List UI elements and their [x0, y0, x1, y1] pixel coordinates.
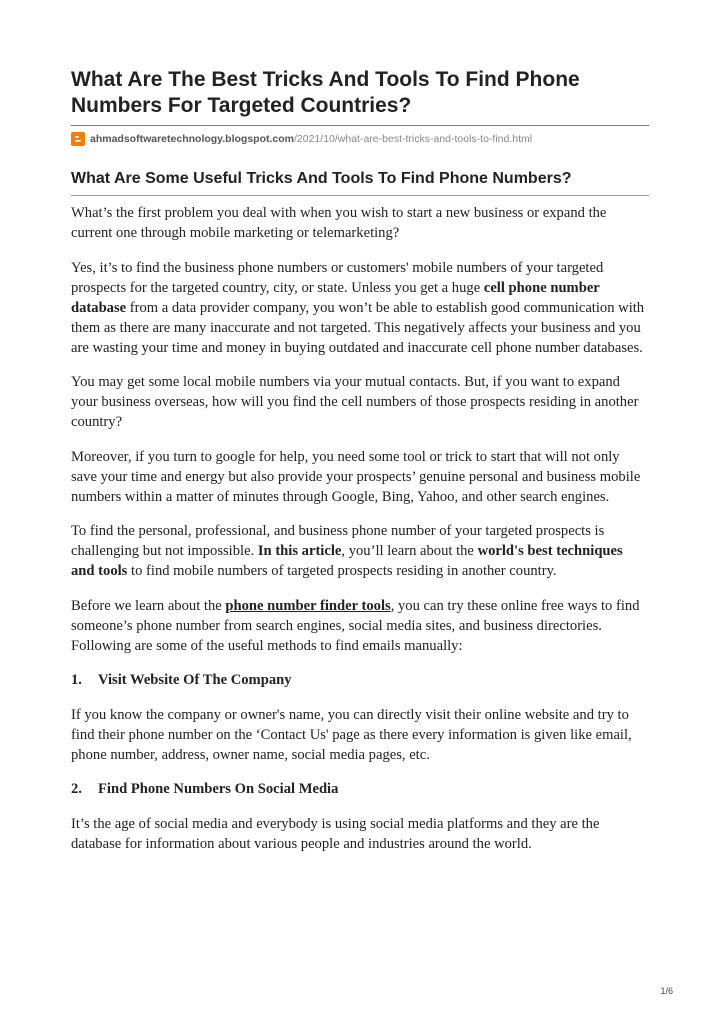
- paragraph-5-text-c: to find mobile numbers of targeted prospects residing in another country.: [127, 563, 557, 579]
- paragraph-3: You may get some local mobile numbers via your mutual contacts. But, if you want to expand your business overseas, how will you find the cell numbers of those prospects residing in another country?: [71, 374, 639, 430]
- title-divider: [71, 125, 649, 126]
- paragraph-2: [71, 258, 649, 358]
- step-1-number: 1.: [71, 672, 82, 688]
- paragraph-5: [71, 521, 649, 581]
- section-heading: What Are Some Useful Tricks And Tools To Find Phone Numbers?: [71, 170, 572, 187]
- blogger-icon: [71, 132, 85, 146]
- step-2-number: 2.: [71, 781, 82, 797]
- article-body: [71, 203, 649, 868]
- source-path[interactable]: /2021/10/what-are-best-tricks-and-tools-to-find.html: [294, 133, 533, 145]
- paragraph-6-text-b: , you can try these online free ways to find someone’s phone number from search engines, social media sites, and business directories. Following are some of the useful methods to find emails manually:: [71, 597, 640, 654]
- cell-phone-database-emphasis: cell phone number database: [71, 279, 600, 316]
- page-number: 1/6: [660, 986, 673, 996]
- paragraph-4: Moreover, if you turn to google for help, you need some tool or trick to start that will not only save your time and energy but also provide your prospects’ genuine personal and business mobile numbers within a matter of minutes through Google, Bing, Yahoo, and other search engines.: [71, 448, 641, 505]
- paragraph-7: If you know the company or owner's name, you can directly visit their online website and try to find their phone number on the ‘Contact Us' page as there every information is given like email, phone number, address, owner name, social media pages, etc.: [71, 706, 632, 763]
- phone-number-finder-tools-link[interactable]: phone number finder tools: [225, 597, 391, 614]
- paragraph-5-text-b: , you’ll learn about the: [341, 543, 478, 559]
- paragraph-6-text-a: Before we learn about the: [71, 597, 226, 614]
- page-title: What Are The Best Tricks And Tools To Find Phone Numbers For Targeted Countries?: [71, 68, 580, 117]
- heading-divider: [71, 195, 649, 196]
- paragraph-6: [71, 596, 649, 656]
- paragraph-1: What’s the first problem you deal with when you wish to start a new business or expand the current one through mobile marketing or telemarketing?: [71, 205, 607, 241]
- source-url[interactable]: [71, 131, 649, 147]
- step-1-title: Visit Website Of The Company: [98, 672, 292, 688]
- paragraph-5-text-a: To find the personal, professional, and business phone number of your targeted prospects is challenging but not impossible.: [71, 523, 605, 559]
- techniques-emphasis: world's best techniques and tools: [71, 543, 623, 579]
- source-domain[interactable]: ahmadsoftwaretechnology.blogspot.com: [90, 133, 294, 145]
- step-2-title: Find Phone Numbers On Social Media: [98, 781, 339, 797]
- paragraph-2-text-a: Yes, it’s to find the business phone numbers or customers' mobile numbers of your targeted prospects for the targeted country, city, or state. Unless you get a huge: [71, 259, 604, 296]
- paragraph-2-text-b: from a data provider company, you won’t be able to establish good communication with them as there are many inaccurate and not targeted. This negatively affects your business and you are wasting your time and money in buying outdated and inaccurate cell phone number databases.: [71, 299, 645, 356]
- step-1-heading: [71, 670, 649, 690]
- in-this-article-emphasis: In this article: [257, 543, 342, 559]
- paragraph-8: It’s the age of social media and everybody is using social media platforms and they are the database for information about various people and industries around the world.: [71, 815, 600, 852]
- step-2-heading: [71, 779, 649, 799]
